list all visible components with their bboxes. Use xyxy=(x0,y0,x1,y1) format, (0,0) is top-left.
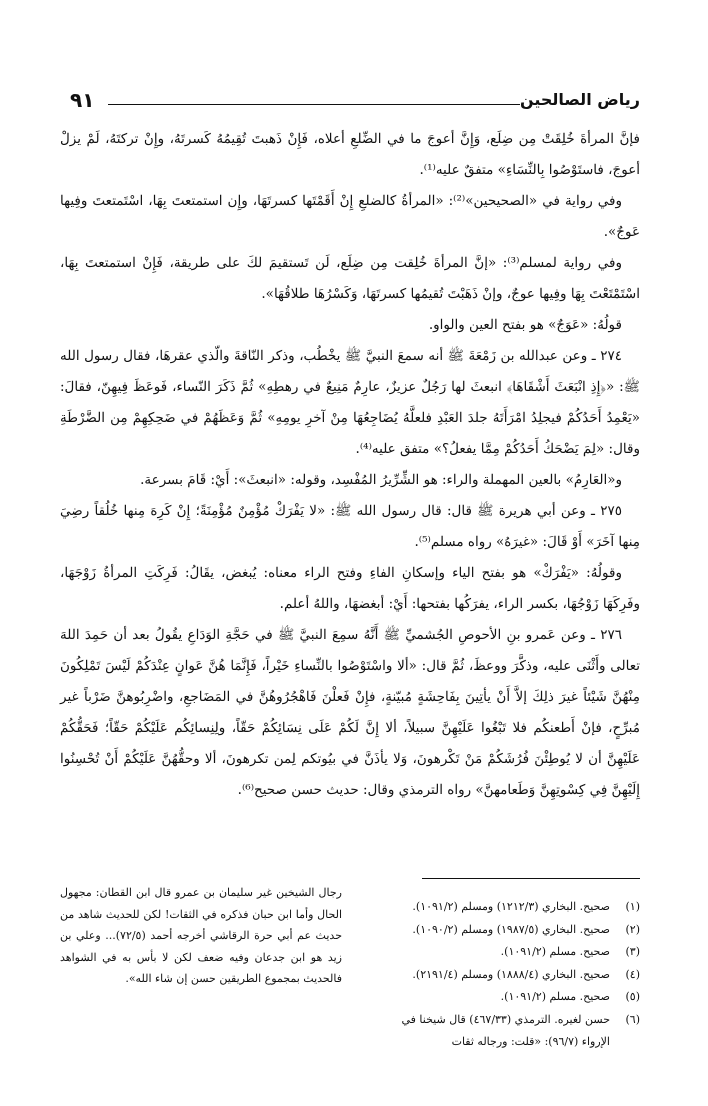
footnote-number: (٣) xyxy=(625,945,640,958)
footnote-text: صحيح. مسلم (١٠٩١/٢). xyxy=(500,945,610,958)
paragraph: وفي رواية لمسلم⁽³⁾: «إنَّ المرأةَ خُلِقت مِن ضِلَع، لَن تَستقيمَ لكَ على طريقة، فَإِنْ استمتعتَ بِهَا، اسْتَمْتَعْتَ بِهَا وفِيها عوجٌ، وإنْ ذَهَبْتَ تُقيمُها كسرتَهَا، وَكَسْرُهَا طلاقُهَا». xyxy=(60,255,640,302)
footnote-4 xyxy=(378,964,640,987)
footnote-3 xyxy=(378,941,640,964)
footnote-number: (١) xyxy=(625,900,640,913)
footnote-2 xyxy=(378,919,640,942)
paragraph: فإنَّ المرأةَ خُلِقَتْ مِن ضِلَع، وَإِنَّ أعوجَ ما في الضِّلعِ أعلاه، فَإِنْ ذَهبتَ تُقِيمُهُ كَسرتَهُ، وإِنْ تركتَهُ، لَمْ يزلْ أعوجَ، فاستَوْصُوا بِالنِّسَاءِ» متفقٌ عليه⁽¹⁾. xyxy=(60,131,640,178)
footnote-text: صحيح. البخاري (١٢١٢/٣) ومسلم (١٠٩١/٢). xyxy=(412,900,610,913)
footnote-text: صحيح. البخاري (١٩٨٧/٥) ومسلم (١٠٩٠/٢). xyxy=(412,922,610,936)
footnote-number: (٥) xyxy=(625,990,640,1003)
footnote-number: (٢) xyxy=(625,922,640,936)
hadith-274: ٢٧٤ ـ وعن عبدالله بن زَمْعَةَ ﷺ أنه سمعَ النبيَّ ﷺ يخْطُب، وذكر النّاقةَ والّذي عقرهَا، فقال رسول الله ﷺ: «﴿إِذِ انْبَعَثَ أَشْقَاهَا﴾ انبعثَ لها رَجُلٌ عزيزٌ، عارِمٌ مَنِيعٌ في رهطِهِ» ثُمَّ ذَكَرَ النّساء، فَوعَظَ فِيهِنّ، فقالَ: «يَعْمِدُ أَحَدُكُمْ فيجلِدُ امْرَأَتَهُ جلدَ العَبْدِ فلعلَّهُ يُضَاجِعُهَا مِنْ آخرِ يومِهِ» ثُمَّ وَعَظَهُمْ في ضَحِكِهِمْ مِن الضَّرْطَةِ وقال: «لِمَ يَضْحَكُ أَحَدُكُمْ مِمَّا يفعلُ؟» متفق عليه⁽⁴⁾. xyxy=(60,348,640,457)
page-header xyxy=(60,90,640,116)
footnote-continuation: رجال الشيخين غير سليمان بن عمرو قال ابن القطان: مجهول الحال وأما ابن حبان فذكره في الثقات! لكن للحديث شاهد من حديث عم أبي حرة الرقاشي أخرجه أحمد (٧٢/٥)... وعلي بن زيد هو ابن جدعان وفيه ضعف لكن لا بأس به في الشواهد فالحديث بمجموع الطريقين حسن إن شاء الله». xyxy=(60,886,342,985)
footnote-6 xyxy=(378,1009,640,1054)
hadith-275: ٢٧٥ ـ وعن أبي هريرة ﷺ قال: قال رسول الله ﷺ: «لا يَفْرَكْ مُؤْمِنٌ مُؤْمِنَةً؛ إِنْ كَرِهَ مِنها خُلُقاً رضِيَ مِنها آخَرَ» أَوْ قَالَ: «غيرَهُ» رواه مسلم⁽⁵⁾. xyxy=(60,503,640,550)
running-title: رياض الصالحين xyxy=(519,90,640,109)
paragraph: و«العَارِمُ» بالعين المهملة والراء: هو الشِّرِّيرُ المُفْسِد، وقوله: «انبعثَ»: أَيْ: قَامَ بسرعة. xyxy=(140,472,622,488)
paragraph: وفي رواية في «الصحيحين»⁽²⁾: «المرأةُ كالضلعِ إِنْ أَقَمْتَها كسرتَهَا، وإِن استمتعتَ بِهَا، اسْتَمتعتَ وفِيها عَوجٌ». xyxy=(60,193,640,240)
paragraph: قولُهُ: «عَوَجٌ» هو بفتح العين والواو. xyxy=(428,317,622,333)
footnote-number: (٤) xyxy=(625,967,640,981)
hadith-276: ٢٧٦ ـ وعن عَمرو بنِ الأحوصِ الجُشميِّ ﷺ أَنَّهُ سمِعَ النبيَّ ﷺ في حَجَّةِ الوَدَاعِ يقُولُ بعد أن حَمِدَ اللهَ تعالى وأَثْنَى عليه، وذكَّرَ ووعظَ، ثُمَّ قال: «ألا واسْتَوْصُوا بالنِّساءِ خَيْراً، فَإِنَّمَا هُنَّ عَوانٍ عِنْدَكُمْ لَيْسَ تَمْلِكُونَ مِنْهُنَّ شَيْئاً غيرَ ذلِكَ إلاَّ أَنْ يأتِينَ بِفَاحِشَةٍ مُبيّنةٍ، فإِنْ فَعلْنَ فَاهْجُرُوهُنَّ في المَضَاجعِ، واضْرِبُوهنَّ ضَرْباً غير مُبرِّحٍ، فإنْ أَطعنكُم فلا تَبْغُوا عَلَيْهِنَّ سبيلاً، ألا إِنَّ لَكُمْ عَلَى نِسَائِكُمْ حَقّاً، ولِنِسائِكُم عَلَيْكُمْ حَقّاً؛ فَحَقُّكُمْ عَلَيْهِنَّ أن لا يُوطِئْنَ فُرُشَكُمْ مَنْ تَكْرهونَ، وَلا يأذَنَّ في بيُوتكم لِمن تكرهونَ، ألا وحقُّهُنَّ عَلَيْكُمْ أَنْ تُحْسِنُوا إِلَيْهِنَّ فِي كِسْوتِهِنَّ وَطَعامهنَّ» رواه الترمذي وقال: حديث حسن صحيح⁽⁶⁾. xyxy=(60,627,640,798)
footnote-text: صحيح. البخاري (١٨٨٨/٤) ومسلم (٢١٩١/٤). xyxy=(412,967,610,981)
paragraph: وقولُهُ: «يَفْرَكْ» هو بفتح الياء وإسكانِ الفاءِ وفتح الراء معناه: يُبغض، يقَالُ: فَرِكَتِ المرأةُ زَوْجَهَا، وفَرِكَهَا زَوْجُهَا، بكسر الراء، يفرَكُها بفتحها: أَيْ: أبغضهَا، واللهُ أعلم. xyxy=(60,565,640,612)
main-text xyxy=(60,124,640,806)
header-rule xyxy=(108,104,520,105)
page-number: ٩١ xyxy=(70,88,95,112)
footnote-1 xyxy=(378,896,640,919)
footnote-divider xyxy=(422,878,640,879)
footnote-text: حسن لغيره. الترمذي (٤٦٧/٣٣) قال شيخنا في الإرواء (٩٦/٧): «قلت: ورجاله ثقات xyxy=(401,1012,610,1048)
footnote-5 xyxy=(378,986,640,1009)
footnote-text: صحيح. مسلم (١٠٩١/٢). xyxy=(500,990,610,1003)
footnote-number: (٦) xyxy=(625,1012,640,1026)
footnotes xyxy=(378,896,640,1054)
